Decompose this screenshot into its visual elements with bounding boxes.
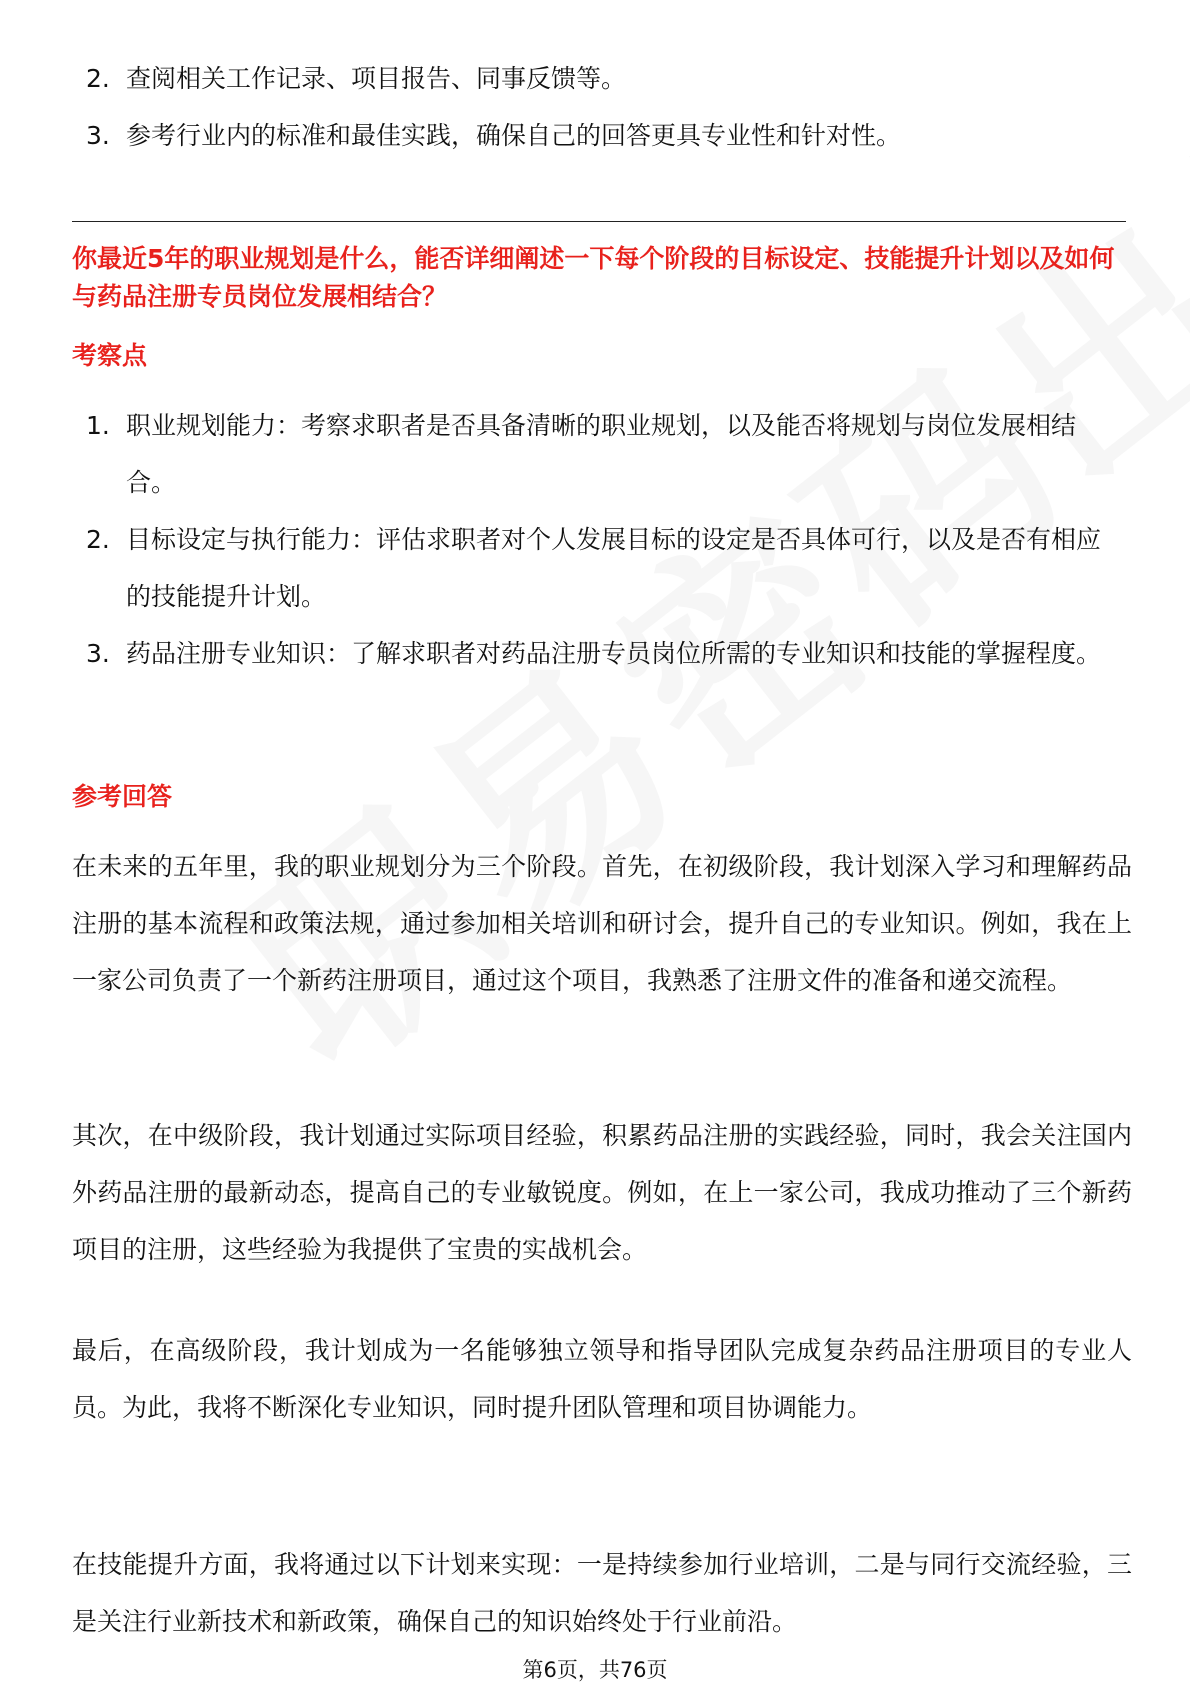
list-item xyxy=(72,50,1122,107)
list-text: 药品注册专业知识：了解求职者对药品注册专员岗位所需的专业知识和技能的掌握程度。 xyxy=(126,639,1102,668)
section-title-answer: 参考回答 xyxy=(72,782,173,811)
question-heading: 你最近5年的职业规划是什么，能否详细阐述一下每个阶段的目标设定、技能提升计划以及如何与药品注册专员岗位发展相结合？ xyxy=(72,244,1115,311)
answer-paragraph: 在未来的五年里，我的职业规划分为三个阶段。首先，在初级阶段，我计划深入学习和理解药品注册的基本流程和政策法规，通过参加相关培训和研讨会，提升自己的专业知识。例如，我在上一家公司负责了一个新药注册项目，通过这个项目，我熟悉了注册文件的准备和递交流程。 xyxy=(72,852,1132,995)
answer-paragraph: 其次，在中级阶段，我计划通过实际项目经验，积累药品注册的实践经验，同时，我会关注国内外药品注册的最新动态，提高自己的专业敏锐度。例如，在上一家公司，我成功推动了三个新药项目的注册，这些经验为我提供了宝贵的实战机会。 xyxy=(72,1121,1132,1264)
list-number: 2. xyxy=(86,64,110,93)
list-number: 2. xyxy=(86,525,110,554)
list-number: 3. xyxy=(86,121,110,150)
points-list xyxy=(72,397,1122,682)
list-number: 1. xyxy=(86,411,110,440)
divider xyxy=(72,221,1126,222)
top-list xyxy=(72,50,1122,164)
section-title-points: 考察点 xyxy=(72,341,148,370)
list-text: 职业规划能力：考察求职者是否具备清晰的职业规划，以及能否将规划与岗位发展相结合。 xyxy=(126,411,1077,497)
list-item xyxy=(72,511,1122,625)
page-footer: 第6页，共76页 xyxy=(522,1658,668,1682)
answer-paragraph: 在技能提升方面，我将通过以下计划来实现：一是持续参加行业培训，二是与同行交流经验，三是关注行业新技术和新政策，确保自己的知识始终处于行业前沿。 xyxy=(72,1550,1132,1636)
list-text: 目标设定与执行能力：评估求职者对个人发展目标的设定是否具体可行，以及是否有相应的技能提升计划。 xyxy=(126,525,1102,611)
answer-paragraph: 最后，在高级阶段，我计划成为一名能够独立领导和指导团队完成复杂药品注册项目的专业人员。为此，我将不断深化专业知识，同时提升团队管理和项目协调能力。 xyxy=(72,1336,1132,1422)
list-item xyxy=(72,397,1122,511)
list-text: 参考行业内的标准和最佳实践，确保自己的回答更具专业性和针对性。 xyxy=(126,121,902,150)
list-item xyxy=(72,107,1122,164)
list-text: 查阅相关工作记录、项目报告、同事反馈等。 xyxy=(126,64,627,93)
list-item xyxy=(72,625,1122,682)
list-number: 3. xyxy=(86,639,110,668)
